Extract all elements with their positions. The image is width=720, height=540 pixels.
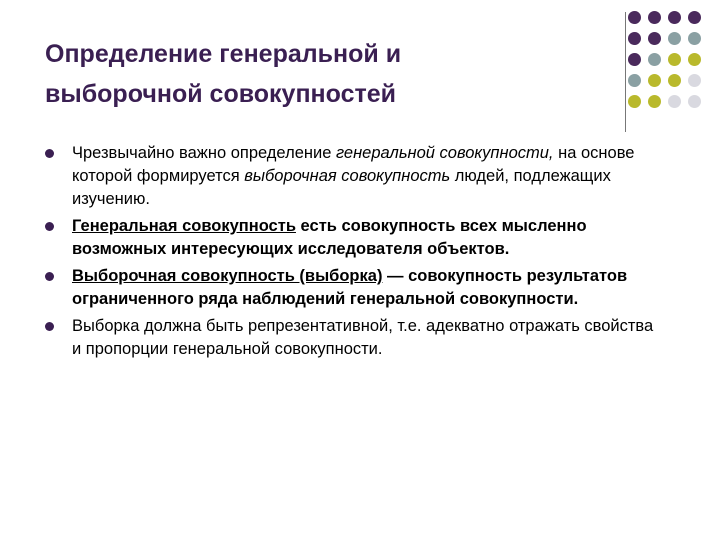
decorative-dot: [628, 11, 641, 24]
bullet-1-text-a: Чрезвычайно важно определение: [72, 144, 336, 162]
bullet-item-2: [0, 215, 662, 261]
decorative-dot: [668, 11, 681, 24]
bullet-icon: [45, 149, 54, 158]
decorative-dot: [648, 32, 661, 45]
bullet-3-definition: — совокупность результатов ограниченного ряда наблюдений генеральной совокупности.: [72, 267, 628, 308]
bullet-list: [0, 142, 720, 365]
slide-title: [45, 34, 565, 114]
title-line-2: выборочной совокупностей: [45, 80, 397, 108]
bullet-item-3: [0, 265, 662, 311]
bullet-item-1: [0, 142, 662, 211]
bullet-2-term: Генеральная совокупность: [72, 217, 296, 235]
decorative-dot: [668, 32, 681, 45]
decorative-dot: [648, 74, 661, 87]
vertical-divider: [625, 12, 626, 132]
bullet-1-text-c: людей, подлежащих изучению.: [72, 167, 611, 208]
decorative-dot: [688, 95, 701, 108]
decorative-dot: [668, 74, 681, 87]
decorative-dot: [688, 74, 701, 87]
decorative-dot: [668, 95, 681, 108]
bullet-1-italic-general: генеральной совокупности,: [335, 144, 554, 162]
decorative-dot: [628, 74, 641, 87]
decorative-dot: [688, 53, 701, 66]
title-line-1: Определение генеральной и: [45, 40, 402, 68]
decorative-dot: [688, 11, 701, 24]
bullet-3-term: Выборочная совокупность (выборка): [72, 267, 383, 285]
decorative-dot: [688, 32, 701, 45]
bullet-icon: [45, 322, 54, 331]
decorative-dot: [648, 95, 661, 108]
decorative-dot: [648, 53, 661, 66]
decorative-dot: [668, 53, 681, 66]
bullet-1-text-b: на основе которой формируется: [72, 144, 635, 185]
bullet-2-definition: есть совокупность всех мысленно возможных интересующих исследователя объектов.: [72, 217, 587, 258]
bullet-icon: [45, 272, 54, 281]
bullet-1-italic-sample: выборочная совокупность: [244, 167, 451, 185]
bullet-4-text: Выборка должна быть репрезентативной, т.е. адекватно отражать свойства и пропорции генеральной совокупности.: [72, 317, 654, 358]
bullet-item-4: [0, 315, 662, 361]
decorative-dot: [628, 32, 641, 45]
decorative-dot: [628, 95, 641, 108]
decorative-dot-grid: [628, 11, 710, 123]
decorative-dot: [648, 11, 661, 24]
decorative-dot: [628, 53, 641, 66]
bullet-icon: [45, 222, 54, 231]
